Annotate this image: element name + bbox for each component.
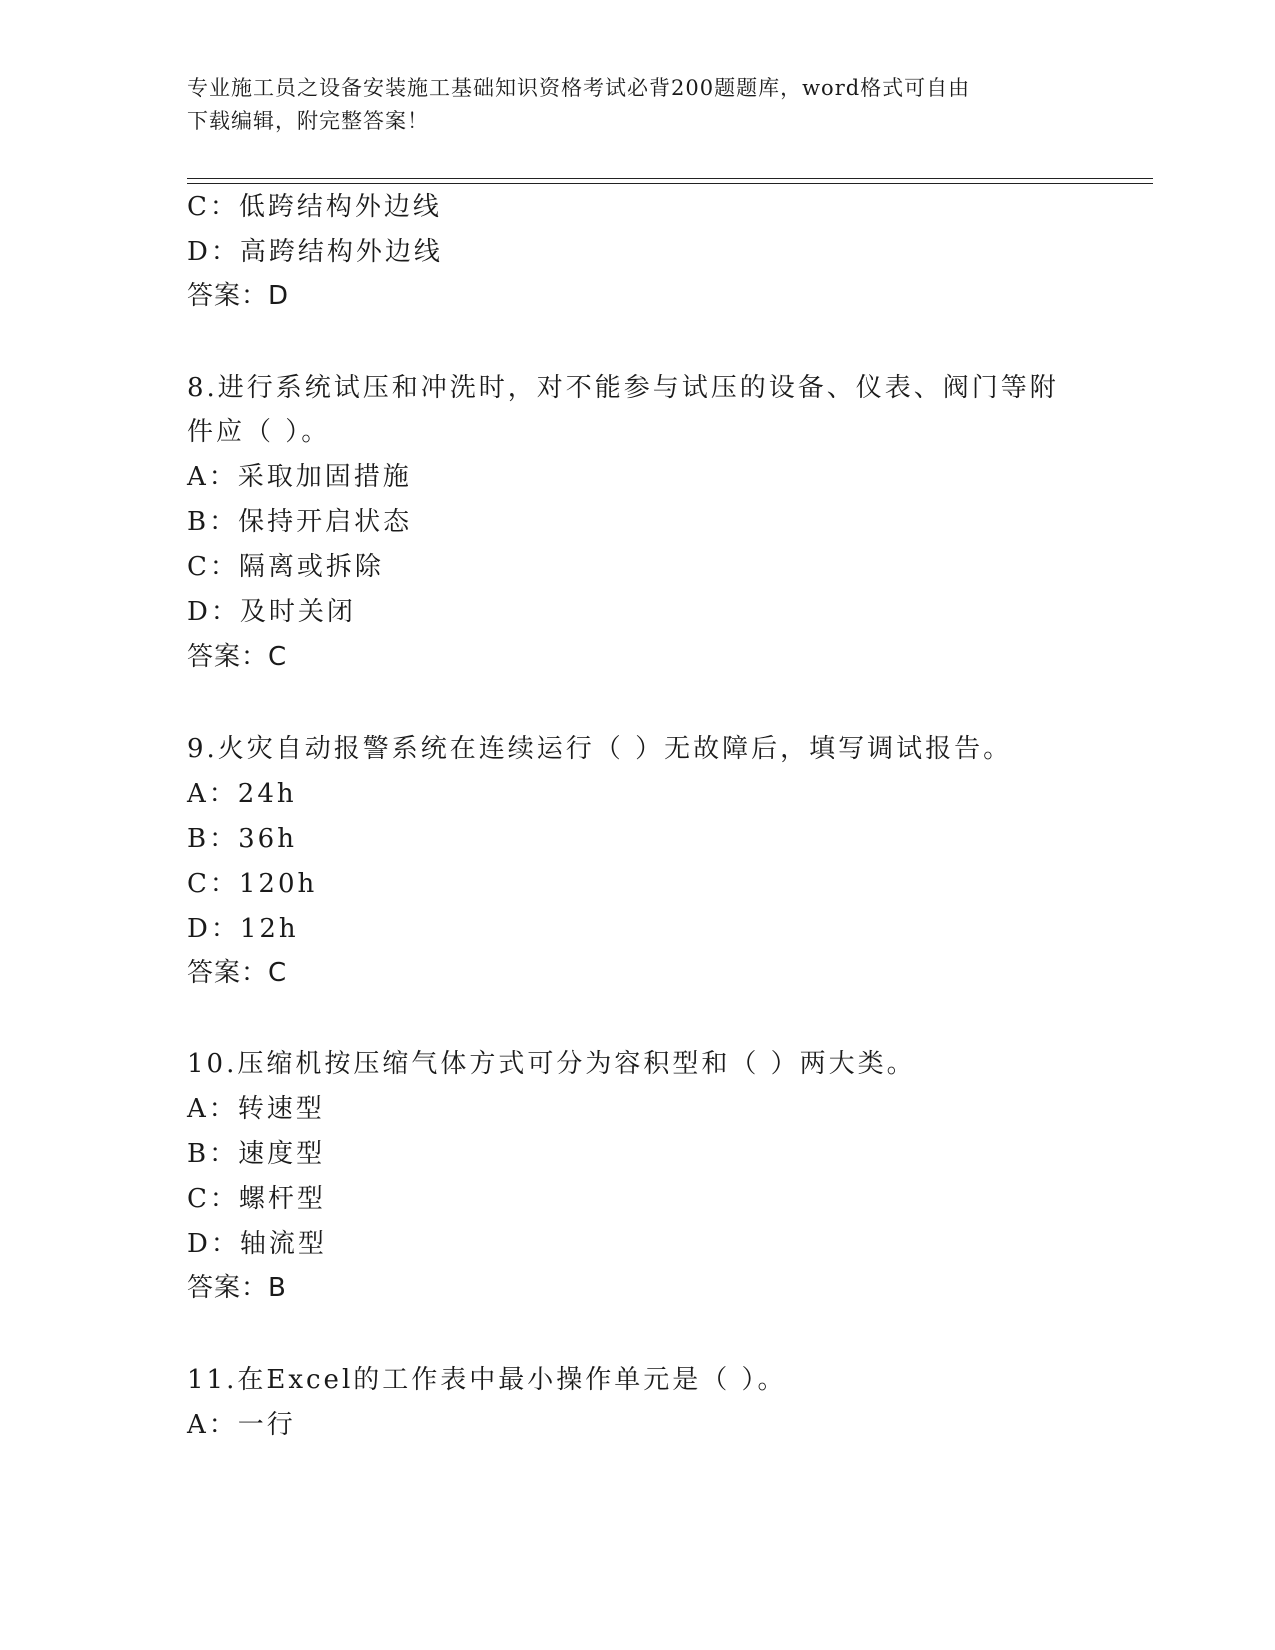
q10-option-c: C：螺杆型 [187, 1184, 326, 1214]
q10-stem: 10.压缩机按压缩气体方式可分为容积型和（ ）两大类。 [187, 1049, 916, 1079]
q8-option-b: B：保持开启状态 [187, 507, 413, 537]
q8-option-d: D：及时关闭 [187, 597, 356, 627]
header-divider-bottom [187, 183, 1153, 184]
q10-option-b: B：速度型 [187, 1139, 326, 1169]
q11-stem: 11.在Excel的工作表中最小操作单元是（ ）。 [187, 1365, 787, 1395]
q10-option-a: A：转速型 [187, 1094, 325, 1124]
q8-stem-line-2: 件应（ ）。 [187, 417, 331, 447]
q9-answer: 答案：C [187, 958, 288, 988]
q8-answer: 答案：C [187, 642, 288, 672]
q9-option-b: B：36h [187, 824, 297, 854]
q7-answer: 答案：D [187, 281, 290, 311]
q10-answer: 答案：B [187, 1273, 287, 1303]
document-header [187, 72, 1067, 138]
q7-option-c: C：低跨结构外边线 [187, 192, 442, 222]
q7-option-d: D：高跨结构外边线 [187, 237, 443, 267]
q9-option-d: D：12h [187, 914, 299, 944]
q9-stem: 9.火灾自动报警系统在连续运行（ ）无故障后，填写调试报告。 [187, 734, 1013, 764]
q11-option-a: A：一行 [187, 1410, 296, 1440]
header-divider-top [187, 178, 1153, 179]
q9-option-a: A：24h [187, 779, 297, 809]
q8-stem-line-1: 8.进行系统试压和冲洗时，对不能参与试压的设备、仪表、阀门等附 [187, 373, 1059, 403]
header-title-line-1: 专业施工员之设备安装施工基础知识资格考试必背200题题库，word格式可自由 [187, 76, 971, 100]
q8-option-c: C：隔离或拆除 [187, 552, 384, 582]
q10-option-d: D：轴流型 [187, 1229, 327, 1259]
q8-option-a: A：采取加固措施 [187, 462, 412, 492]
q9-option-c: C：120h [187, 869, 318, 899]
header-title-line-2: 下载编辑，附完整答案！ [187, 109, 429, 133]
